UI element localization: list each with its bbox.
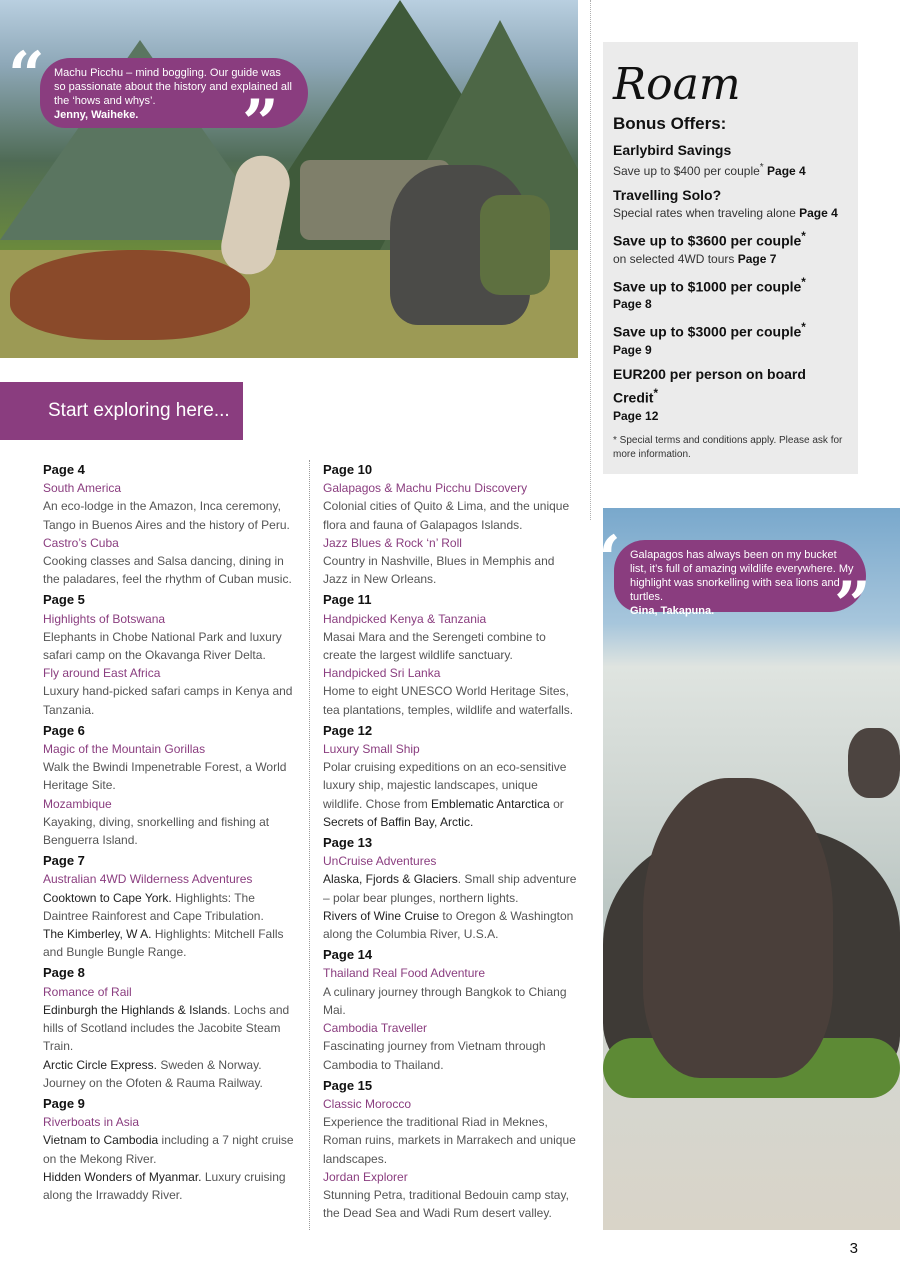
offer-text: Special rates when traveling alone <box>613 206 796 220</box>
offer-title: Earlybird Savings <box>613 142 732 158</box>
tour-item <box>43 1001 298 1056</box>
tour-title: Thailand Real Food Adventure <box>323 966 486 981</box>
offer-save-1000 <box>613 273 848 313</box>
tour-description: Kayaking, diving, snorkelling and fishing at Benguerra Island. <box>43 814 270 848</box>
page-heading: Page 11 <box>323 592 372 608</box>
quote-bubble-galapagos <box>614 540 866 617</box>
page-heading: Page 14 <box>323 947 373 963</box>
quote-text: Galapagos has always been on my bucket list, it’s full of amazing wildlife everywhere. My highlight was snorkelling with sea lions and turtles. <box>630 549 854 603</box>
tour-item-text: Highlights: Mitchell Falls and Bungle Bungle Range. <box>43 927 284 960</box>
tour-option: Emblematic Antarctica <box>431 796 550 811</box>
tour-description-text: Polar cruising expeditions on an eco-sensitive luxury ship, majestic landscapes, unique wildlife. Chose from <box>323 760 567 811</box>
quote-author: Jenny, Waiheke. <box>54 109 139 121</box>
bonus-offers-box <box>603 42 858 474</box>
terms-footnote: * Special terms and conditions apply. Please ask for more information. <box>613 435 843 460</box>
offer-title <box>613 227 848 251</box>
offer-title <box>613 364 848 408</box>
offer-page-ref: Page 12 <box>613 408 659 423</box>
right-column <box>323 458 578 1222</box>
tour-title: Highlights of Botswana <box>43 611 166 626</box>
tour-title: Romance of Rail <box>43 984 132 999</box>
offer-page-ref: Page 8 <box>613 297 652 312</box>
offer-page-ref: Page 4 <box>767 164 806 178</box>
tour-description-text: or <box>549 796 564 811</box>
tour-title: Classic Morocco <box>323 1096 412 1111</box>
offer-save-3600 <box>613 227 848 267</box>
tour-description: Colonial cities of Quito & Lima, and the unique flora and fauna of Galapagos Islands. <box>323 499 570 532</box>
asterisk: * <box>653 386 658 400</box>
tour-item <box>43 889 298 925</box>
offer-save-3000 <box>613 318 848 358</box>
quote-text: Machu Picchu – mind boggling. Our guide was so passionate about the history and explained all the ‘hows and whys’. <box>54 67 292 107</box>
roam-logo: Roam <box>613 59 741 110</box>
tour-item-lead: Hidden Wonders of Myanmar. <box>43 1169 202 1184</box>
tour-option: Secrets of Baffin Bay, Arctic. <box>323 814 474 829</box>
asterisk: * <box>801 230 806 243</box>
offer-title-text: EUR200 per person on board Credit <box>613 365 806 406</box>
tour-item <box>43 1168 298 1204</box>
page-heading: Page 13 <box>323 835 373 851</box>
tour-title: Jordan Explorer <box>323 1169 408 1184</box>
bonus-subtitle: Bonus Offers: <box>613 114 727 133</box>
tour-item <box>323 870 578 906</box>
tour-item-lead: The Kimberley, W A. <box>43 927 152 942</box>
tour-title: UnCruise Adventures <box>323 854 437 869</box>
column-divider <box>309 460 310 1230</box>
tour-item-lead: Vietnam to Cambodia <box>43 1133 159 1148</box>
tour-title: Jazz Blues & Rock ‘n’ Roll <box>323 535 462 550</box>
offer-text: on selected 4WD tours <box>613 251 735 266</box>
tour-item-text: . Lochs and hills of Scotland includes the Jacobite Steam Train. <box>43 1002 290 1054</box>
tour-item-text: . Small ship adventure – polar bear plunges, northern lights. <box>323 872 577 905</box>
open-quote-icon: “ <box>584 522 621 597</box>
offer-title-text: Save up to $1000 per couple <box>613 278 802 295</box>
tour-description: Cooking classes and Salsa dancing, dining in the paladares, feel the rhythm of Cuban music. <box>43 554 292 587</box>
page-heading: Page 6 <box>43 722 85 738</box>
tour-title: Riverboats in Asia <box>43 1115 140 1130</box>
tour-description: A culinary journey through Bangkok to Chiang Mai. <box>323 984 567 1017</box>
tour-description: Experience the traditional Riad in Meknes, Roman ruins, markets in Marrakech and unique landscapes. <box>323 1115 576 1166</box>
tour-item <box>323 907 578 943</box>
offer-earlybird <box>613 140 848 179</box>
backpack <box>480 195 550 295</box>
vertical-divider <box>590 0 591 520</box>
offer-title: Travelling Solo? <box>613 187 722 203</box>
page-heading: Page 12 <box>323 722 373 738</box>
tour-item-lead: Cooktown to Cape York. <box>43 890 172 905</box>
tour-title: Australian 4WD Wilderness Adventures <box>43 872 253 887</box>
page-heading: Page 15 <box>323 1077 373 1093</box>
tour-description: Elephants in Chobe National Park and luxury safari camp on the Okavanga River Delta. <box>43 629 282 663</box>
tour-description: Stunning Petra, traditional Bedouin camp stay, the Dead Sea and Wadi Rum desert valley. <box>323 1187 569 1221</box>
tour-description: Home to eight UNESCO World Heritage Sites, tea plantations, temples, wildlife and waterfalls. <box>323 684 574 717</box>
page-heading: Page 4 <box>43 462 85 477</box>
page-number: 3 <box>849 1240 858 1257</box>
llama <box>10 250 250 340</box>
quote-author: Gina, Takapuna. <box>630 605 715 617</box>
tour-description: Country in Nashville, Blues in Memphis and Jazz in New Orleans. <box>323 554 555 587</box>
tour-title: Luxury Small Ship <box>323 742 420 757</box>
offer-eur200-credit <box>613 364 848 424</box>
tour-item-lead: Alaska, Fjords & Glaciers <box>323 872 458 887</box>
tour-title: Handpicked Kenya & Tanzania <box>323 611 487 626</box>
open-quote-icon: “ <box>8 38 45 113</box>
start-exploring-banner: Start exploring here... <box>0 382 243 440</box>
tour-title: Handpicked Sri Lanka <box>323 666 441 681</box>
tour-description <box>323 758 578 831</box>
offer-page-ref: Page 4 <box>799 206 838 220</box>
tour-description: Luxury hand-picked safari camps in Kenya and Tanzania. <box>43 684 293 717</box>
tour-title: Mozambique <box>43 796 112 811</box>
close-quote-icon: ” <box>834 568 871 643</box>
page-heading: Page 7 <box>43 853 85 869</box>
tour-description: Walk the Bwindi Impenetrable Forest, a World Heritage Site. <box>43 760 287 793</box>
offer-description <box>613 251 848 267</box>
tour-item-text: Highlights: The Daintree Rainforest and Cape Tribulation. <box>43 890 264 923</box>
machu-picchu-photo <box>0 0 578 358</box>
asterisk: * <box>759 162 764 173</box>
tour-item-lead: Edinburgh the Highlands & Islands <box>43 1002 228 1017</box>
tour-description: Masai Mara and the Serengeti combine to create the largest wildlife sanctuary. <box>323 629 546 663</box>
asterisk: * <box>801 275 806 289</box>
tour-item-text: Luxury cruising along the Irrawaddy River. <box>43 1169 286 1202</box>
tour-title: Cambodia Traveller <box>323 1021 428 1036</box>
tour-item-text: Sweden & Norway. Journey on the Ofoten & Rauma Railway. <box>43 1057 263 1090</box>
offer-description <box>613 408 848 424</box>
tour-item <box>43 1131 298 1167</box>
marine-iguana <box>643 778 833 1078</box>
tour-title: South America <box>43 481 122 496</box>
tour-item-lead: Rivers of Wine Cruise <box>323 908 440 923</box>
tour-title: Castro’s Cuba <box>43 535 119 550</box>
offer-page-ref: Page 9 <box>613 342 652 357</box>
offer-description <box>613 160 848 179</box>
offer-title-text: Save up to $3000 per couple <box>613 323 802 340</box>
bonus-header <box>613 56 848 134</box>
page-heading: Page 8 <box>43 965 85 981</box>
page-heading: Page 10 <box>323 462 373 477</box>
offer-title <box>613 273 848 297</box>
left-column <box>43 458 298 1204</box>
tour-item <box>43 1056 298 1092</box>
marine-iguana-small <box>848 728 900 798</box>
tour-item-text: including a 7 night cruise on the Mekong River. <box>43 1133 294 1166</box>
offer-travelling-solo <box>613 185 848 221</box>
tour-item <box>43 925 298 961</box>
page-heading: Page 5 <box>43 592 85 608</box>
offer-description <box>613 205 848 221</box>
offer-page-ref: Page 7 <box>737 251 777 266</box>
offer-description <box>613 296 848 312</box>
tour-item-text: to Oregon & Washington along the Columbia River, U.S.A. <box>323 908 574 942</box>
tour-description: Fascinating journey from Vietnam through Cambodia to Thailand. <box>323 1039 546 1072</box>
tour-title: Galapagos & Machu Picchu Discovery <box>323 481 528 496</box>
close-quote-icon: ” <box>242 86 279 161</box>
offer-text: Save up to $400 per couple <box>613 164 760 178</box>
offer-title <box>613 318 848 342</box>
offer-description <box>613 342 848 358</box>
tour-item-lead: Arctic Circle Express. <box>43 1057 158 1072</box>
tour-title: Fly around East Africa <box>43 666 161 681</box>
page-heading: Page 9 <box>43 1095 85 1111</box>
asterisk: * <box>801 321 806 335</box>
tour-title: Magic of the Mountain Gorillas <box>43 742 206 757</box>
offer-title-text: Save up to $3600 per couple <box>613 232 802 249</box>
tour-description: An eco-lodge in the Amazon, Inca ceremony, Tango in Buenos Aires and the history of Peru. <box>43 499 290 532</box>
